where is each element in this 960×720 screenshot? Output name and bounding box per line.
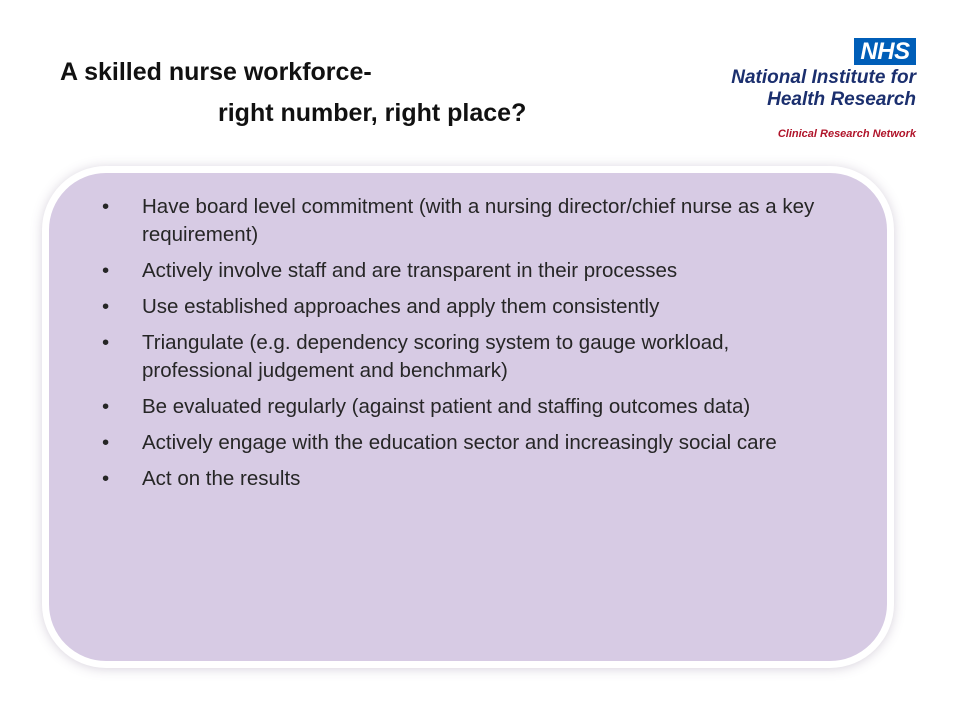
slide-title-line-2: right number, right place?	[218, 99, 527, 127]
bullet-text: Be evaluated regularly (against patient and staffing outcomes data)	[142, 395, 751, 418]
logo-line-institute: National Institute for	[731, 67, 916, 88]
bullet-text: Triangulate (e.g. dependency scoring system to gauge workload, professional judgement and benchmark)	[142, 331, 730, 382]
bullet-text: Actively engage with the education sector and increasingly social care	[142, 431, 777, 454]
bullet-text: Act on the results	[142, 467, 301, 490]
bullet-item	[102, 329, 837, 385]
bullet-item	[102, 293, 837, 321]
bullet-text: Have board level commitment (with a nursing director/chief nurse as a key requirement)	[142, 195, 815, 246]
logo-line-network: Clinical Research Network	[777, 128, 916, 140]
bullet-icon: •	[102, 431, 110, 454]
logo-line-research: Health Research	[767, 89, 916, 110]
slide-title-line-1: A skilled nurse workforce-	[60, 58, 372, 86]
bullet-text: Actively involve staff and are transparent in their processes	[142, 259, 678, 282]
bullet-item	[102, 429, 837, 457]
bullet-list	[102, 193, 837, 501]
bullet-icon: •	[102, 259, 110, 282]
bullet-text: Use established approaches and apply them consistently	[142, 295, 660, 318]
bullet-icon: •	[102, 467, 110, 490]
bullet-item	[102, 465, 837, 493]
bullet-icon: •	[102, 195, 110, 218]
bullet-item	[102, 257, 837, 285]
bullet-icon: •	[102, 395, 110, 418]
bullet-icon: •	[102, 331, 110, 354]
nihr-logo	[715, 38, 920, 150]
bullet-icon: •	[102, 295, 110, 318]
bullet-item	[102, 393, 837, 421]
nhs-logo-badge: NHS	[854, 38, 916, 65]
bullet-item	[102, 193, 837, 249]
